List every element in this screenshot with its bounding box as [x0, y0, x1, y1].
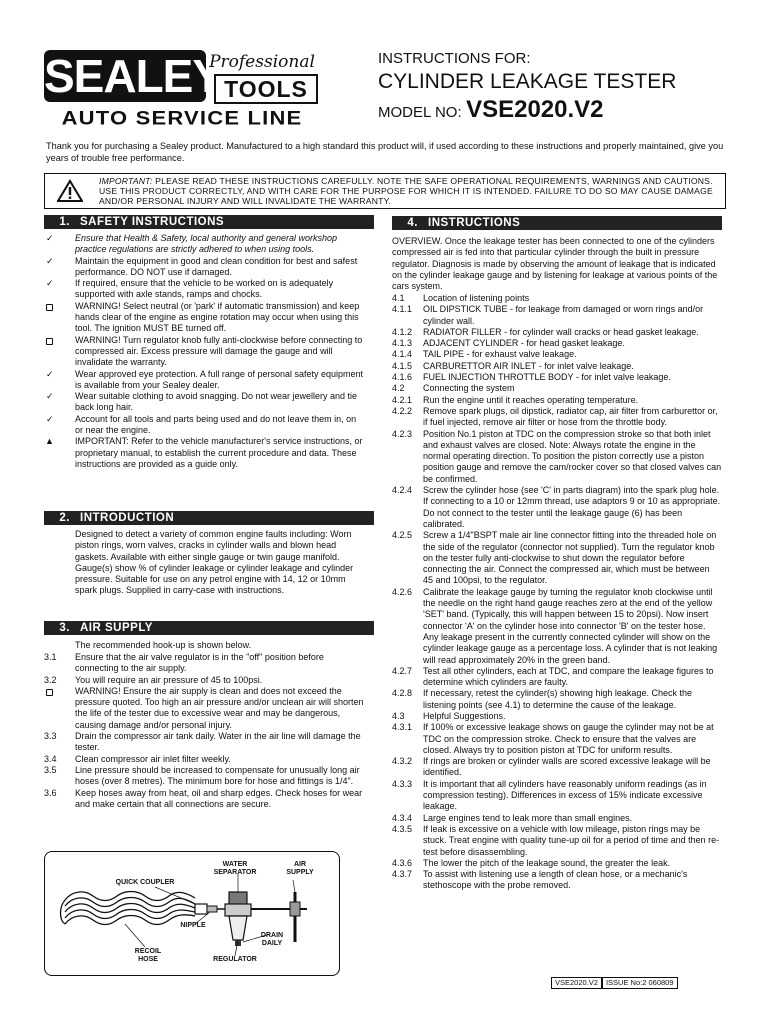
label-nipple: NIPPLE — [180, 922, 206, 929]
air-supply-item — [44, 675, 366, 686]
item-number: 4.2.2 — [392, 405, 413, 416]
item-number: 4.2.8 — [392, 688, 413, 699]
instruction-item — [392, 406, 722, 429]
check-icon: ✓ — [46, 233, 54, 243]
safety-item-text: Wear approved eye protection. A full range of personal safety equipment is available from your Sealey dealer. — [75, 368, 364, 390]
instruction-item-text: To assist with listening use a length of clean hose, or a mechanic's stethoscope with the probe removed. — [423, 869, 688, 891]
item-number: 4.1 — [392, 293, 405, 303]
air-supply-item-text: Line pressure should be increased to compensate for unusually long air hoses (over 8 metres). The minimum bore for hose and fittings is 1/4". — [75, 764, 360, 787]
instructions-list — [392, 293, 722, 892]
section-number: 4. — [407, 217, 418, 229]
safety-item — [44, 335, 366, 369]
label-water-separator: WATER SEPARATOR — [213, 861, 257, 876]
instruction-item — [392, 722, 722, 756]
hookup-diagram — [44, 851, 340, 976]
logo-tools: TOOLS — [214, 74, 318, 104]
safety-item — [44, 391, 366, 414]
item-number: 3.4 — [44, 753, 57, 764]
section-title: AIR SUPPLY — [80, 622, 153, 634]
instruction-item-text: It is important that all cylinders have reasonably uniform readings (as in compression testing). Differences in excess of 15% indicate excessive leakage. — [423, 778, 707, 812]
model-label: MODEL NO: — [378, 104, 462, 121]
instruction-item — [392, 530, 722, 586]
item-number: 4.2.3 — [392, 428, 413, 439]
important-text — [99, 176, 719, 206]
item-number: 4.2.5 — [392, 530, 413, 541]
instruction-item — [392, 779, 722, 813]
label-quick-coupler: QUICK COUPLER — [115, 879, 175, 886]
item-number: 4.3.4 — [392, 812, 413, 823]
important-triangle-icon: ▲ — [45, 436, 54, 447]
product-title: CYLINDER LEAKAGE TESTER — [378, 70, 677, 93]
item-number: 4.1.4 — [392, 349, 413, 360]
item-number: 4.3.1 — [392, 722, 413, 733]
air-supply-list — [44, 652, 366, 810]
logo-brand: SEALEY — [44, 50, 223, 102]
section-heading-instructions — [392, 216, 722, 230]
label-drain-daily: DRAIN DAILY — [260, 932, 284, 947]
instruction-item — [392, 824, 722, 858]
air-supply-item-text: Drain the compressor air tank daily. Water in the air line will damage the tester. — [75, 731, 361, 753]
safety-item-text: If required, ensure that the vehicle to be worked on is adequately supported with axle stands, ramps and chocks. — [75, 278, 334, 300]
instruction-item-text: FUEL INJECTION THROTTLE BODY - for inlet valve leakage. — [423, 372, 671, 383]
instruction-item-text: If necessary, retest the cylinder(s) showing high leakage. Check the listening points (see 4.1) to determine the cause of the leakage. — [423, 688, 692, 710]
instruction-item-text: Location of listening points — [423, 293, 530, 303]
instruction-item — [392, 304, 722, 327]
instruction-item-text: If leak is excessive on a vehicle with low mileage, piston rings may be stuck. Treat engine with quality tune-up oil for a period of time and then re-test before disassembling. — [423, 823, 720, 857]
item-number: 4.1.3 — [392, 338, 413, 349]
check-icon: ✓ — [46, 391, 54, 402]
model-number — [378, 96, 604, 124]
section-heading-introduction — [44, 511, 374, 525]
instruction-item — [392, 349, 722, 360]
safety-item-text: WARNING! Select neutral (or 'park' if automatic transmission) and keep hands clear of the engine as engine rotation may occur when using this tool. The ignition MUST BE turned off. — [75, 300, 360, 334]
instruction-item-text: If 100% or excessive leakage shows on gauge the cylinder may not be at TDC on the compression stroke. Check to ensure that the valves are closed. Always try to position piston at TDC for uniform results. — [423, 722, 714, 755]
item-number: 4.2 — [392, 383, 405, 394]
model-value: VSE2020.V2 — [466, 96, 604, 123]
air-supply-item — [44, 652, 366, 675]
item-number: 4.3.2 — [392, 756, 413, 767]
instruction-item — [392, 395, 722, 406]
footer-issue-number: ISSUE No:2 060809 — [602, 977, 678, 989]
safety-item — [44, 436, 366, 470]
item-number: 4.3.5 — [392, 823, 413, 834]
safety-item — [44, 369, 366, 392]
important-notice — [44, 173, 726, 209]
section-heading-air-supply — [44, 621, 374, 635]
instruction-item — [392, 327, 722, 338]
safety-item-text: Wear suitable clothing to avoid snagging. Do not wear jewellery and tie back long hair. — [75, 391, 357, 413]
instruction-item-text: TAIL PIPE - for exhaust valve leakage. — [423, 349, 577, 360]
safety-item — [44, 233, 366, 256]
section-number: 3. — [59, 622, 70, 634]
item-number: 4.2.4 — [392, 485, 413, 496]
label-recoil-hose: RECOIL HOSE — [134, 948, 162, 963]
air-supply-item-text: Ensure that the air valve regulator is in the "off" position before connecting to the air supply. — [75, 652, 324, 674]
instruction-item — [392, 869, 722, 892]
instruction-item-text: Helpful Suggestions. — [423, 710, 506, 721]
safety-item-text: Ensure that Health & Safety, local authority and general workshop practice regulations are strictly adhered to when using tools. — [75, 233, 337, 255]
intro-paragraph: Thank you for purchasing a Sealey product. Manufactured to a high standard this product will, if used according to these instructions and properly maintained, give you years of trouble free performance. — [46, 141, 724, 163]
instruction-item — [392, 485, 722, 530]
label-regulator: REGULATOR — [213, 956, 257, 963]
introduction-text: Designed to detect a variety of common engine faults including: Worn piston rings, worn valves, cracks in cylinder walls and blown head gaskets. Available with either single gauge or twin gauge manifold. Gauge(s) show % of cylinder leakage or cylinder leakage and cylinder pressure. Suitable for use on any petrol engine with 14, 12 or 10mm spark plugs. Supplied in carry-case with instructions. — [75, 529, 354, 596]
instruction-item-text: RADIATOR FILLER - for cylinder wall cracks or head gasket leakage. — [423, 326, 699, 337]
section-title: INSTRUCTIONS — [428, 217, 521, 229]
item-number: 4.2.7 — [392, 665, 413, 676]
safety-item-text: WARNING! Turn regulator knob fully anti-clockwise before connecting to compressed air. Excess pressure will damage the gauge and will invalidate the warranty. — [75, 334, 363, 368]
safety-list — [44, 233, 366, 470]
safety-item-text: Account for all tools and parts being used and do not leave them in, on or near the engine. — [75, 413, 357, 436]
instruction-item-text: The lower the pitch of the leakage sound, the greater the leak. — [423, 857, 671, 868]
instruction-item — [392, 383, 722, 394]
safety-item — [44, 278, 366, 301]
instruction-item — [392, 429, 722, 485]
instruction-item — [392, 293, 722, 304]
instruction-item — [392, 711, 722, 722]
item-number: 4.1.2 — [392, 326, 413, 337]
air-supply-item — [44, 788, 366, 811]
safety-item — [44, 414, 366, 437]
warning-triangle-icon — [57, 179, 83, 203]
air-supply-lead: The recommended hook-up is shown below. — [75, 640, 252, 650]
item-number: 4.3.7 — [392, 869, 413, 880]
item-number: 4.2.6 — [392, 586, 413, 597]
instructions-overview: OVERVIEW. Once the leakage tester has been connected to one of the cylinders compressed air is fed into that particular cylinder through the built in pressure regulator. Diagnosis is made by observing the amount of leakage that is indicated on the cylinder leakage gauge and by listening for leakage at various points of the cars system. — [392, 236, 718, 292]
check-icon: ✓ — [46, 368, 54, 379]
air-supply-item — [44, 686, 366, 731]
item-number: 4.3.6 — [392, 857, 413, 868]
check-icon: ✓ — [46, 278, 54, 289]
safety-item-text: IMPORTANT: Refer to the vehicle manufacturer's service instructions, or proprietary manual, to establish the current procedure and data. These instructions are provided as a guide only. — [75, 436, 363, 469]
warning-box-icon — [46, 304, 53, 311]
warning-box-icon — [46, 689, 53, 696]
air-supply-item-text: Clean compressor air inlet filter weekly. — [75, 753, 231, 764]
instruction-item-text: Screw the cylinder hose (see 'C' in parts diagram) into the spark plug hole. If connecting to a 10 or 12mm thread, use adaptors 9 or 10 as appropriate. Do not connect to the tester until the leakage gauge (6) has been calibrated. — [423, 485, 721, 529]
item-number: 4.1.6 — [392, 372, 413, 383]
check-icon: ✓ — [46, 413, 54, 424]
section-number: 1. — [59, 216, 70, 228]
instruction-item — [392, 756, 722, 779]
section-title: SAFETY INSTRUCTIONS — [80, 216, 225, 228]
instruction-item — [392, 858, 722, 869]
section-title: INTRODUCTION — [80, 512, 175, 524]
safety-item — [44, 256, 366, 279]
air-supply-item-text: WARNING! Ensure the air supply is clean and does not exceed the pressure quoted. Too high an air pressure and/or unclean air will shorten the life of the tester due to excessive wear and may be dangerous, causing damage and/or personal injury. — [75, 685, 364, 730]
instruction-item — [392, 688, 722, 711]
air-supply-item — [44, 754, 366, 765]
warning-box-icon — [46, 338, 53, 345]
footer-model: VSE2020.V2 — [551, 977, 602, 989]
instruction-item-text: CARBURETTOR AIR INLET - for inlet valve leakage. — [423, 360, 634, 371]
instruction-item-text: Screw a 1/4"BSPT male air line connector fitting into the threaded hole on the side of the regulator (connector not supplied). Turn the regulator knob on the tester fully anti-clockwise to shut down the regulator before connecting the air. Connect the compressed air, which must be between 45 and 100psi, to the regulator. — [423, 530, 717, 586]
important-body: PLEASE READ THESE INSTRUCTIONS CAREFULLY. NOTE THE SAFE OPERATIONAL REQUIREMENTS, WARNINGS AND CAUTIONS. USE THIS PRODUCT CORRECTLY, AND WITH CARE FOR THE PURPOSE FOR WHICH IT IS INTENDED. FAILURE TO DO SO MAY CAUSE DAMAGE AND/OR PERSONAL INJURY AND WILL INVALIDATE THE WARRANTY. — [99, 176, 713, 206]
item-number: 4.1.5 — [392, 360, 413, 371]
instruction-item — [392, 361, 722, 372]
safety-item — [44, 301, 366, 335]
item-number: 3.1 — [44, 652, 57, 662]
label-air-supply: AIR SUPPLY — [286, 861, 314, 876]
section-number: 2. — [59, 512, 70, 524]
instruction-item-text: Test all other cylinders, each at TDC, and compare the leakage figures to determine which cylinders are faulty. — [423, 665, 714, 688]
instruction-item — [392, 813, 722, 824]
section-heading-safety — [44, 215, 374, 229]
instruction-item-text: Large engines tend to leak more than small engines. — [423, 812, 633, 823]
air-supply-item — [44, 765, 366, 788]
logo-professional: Professional — [209, 52, 315, 72]
important-label: IMPORTANT: — [99, 176, 153, 186]
item-number: 4.3 — [392, 710, 405, 721]
item-number: 4.1.1 — [392, 304, 413, 315]
item-number: 3.2 — [44, 674, 57, 685]
instruction-item — [392, 338, 722, 349]
check-icon: ✓ — [46, 255, 54, 266]
instruction-item-text: OIL DIPSTICK TUBE - for leakage from damaged or worn rings and/or cylinder wall. — [423, 304, 704, 326]
item-number: 3.3 — [44, 731, 57, 742]
air-supply-item-text: You will require an air pressure of 45 to 100psi. — [75, 674, 263, 685]
footer-issue — [551, 977, 678, 989]
instruction-item-text: If rings are broken or cylinder walls are scored excessive leakage will be identified. — [423, 756, 711, 778]
instruction-item — [392, 372, 722, 383]
instructions-for-label: INSTRUCTIONS FOR: — [378, 50, 531, 67]
instruction-item-text: Position No.1 piston at TDC on the compression stroke so that both inlet and exhaust valves are closed. Note: Always rotate the engine in the normal operating direction. To position the piston correctly use a piston position gauge and remove the cam/rocker cover so that closed valves can be confirmed. — [423, 428, 722, 484]
item-number: 3.6 — [44, 787, 57, 798]
air-supply-item — [44, 731, 366, 754]
air-supply-item-text: Keep hoses away from heat, oil and sharp edges. Check hoses for wear and make certain that all connections are secure. — [75, 787, 363, 809]
instruction-item-text: Calibrate the leakage gauge by turning the regulator knob clockwise until the needle on the right hand gauge reaches zero at the end of the yellow 'SET' band. (Typically, this will happen between 15 to 20psi). Now insert connector 'A' on the cylinder hose into connector 'B' on the tester hose. Any leakage present in the currently connected cylinder will show on the cylinder leakage gauge as a percentage loss. A cylinder that is not leaking will read approximately 20% in the green band. — [423, 586, 718, 665]
sealey-logo — [44, 50, 320, 130]
instruction-item-text: Run the engine until it reaches operating temperature. — [423, 394, 639, 405]
item-number: 3.5 — [44, 764, 57, 775]
instruction-item-text: ADJACENT CYLINDER - for head gasket leakage. — [423, 338, 625, 349]
instruction-item-text: Connecting the system — [423, 383, 515, 394]
safety-item-text: Maintain the equipment in good and clean condition for best and safest performance. DO NOT use if damaged. — [75, 255, 358, 277]
item-number: 4.3.3 — [392, 778, 413, 789]
logo-auto-service-line: AUTO SERVICE LINE — [61, 106, 303, 129]
instruction-item — [392, 587, 722, 666]
instruction-item-text: Remove spark plugs, oil dipstick, radiator cap, air filter from carburettor or, if fuel injected, remove air filter or hose from the throttle body. — [423, 405, 718, 428]
instruction-item — [392, 666, 722, 689]
item-number: 4.2.1 — [392, 394, 413, 405]
